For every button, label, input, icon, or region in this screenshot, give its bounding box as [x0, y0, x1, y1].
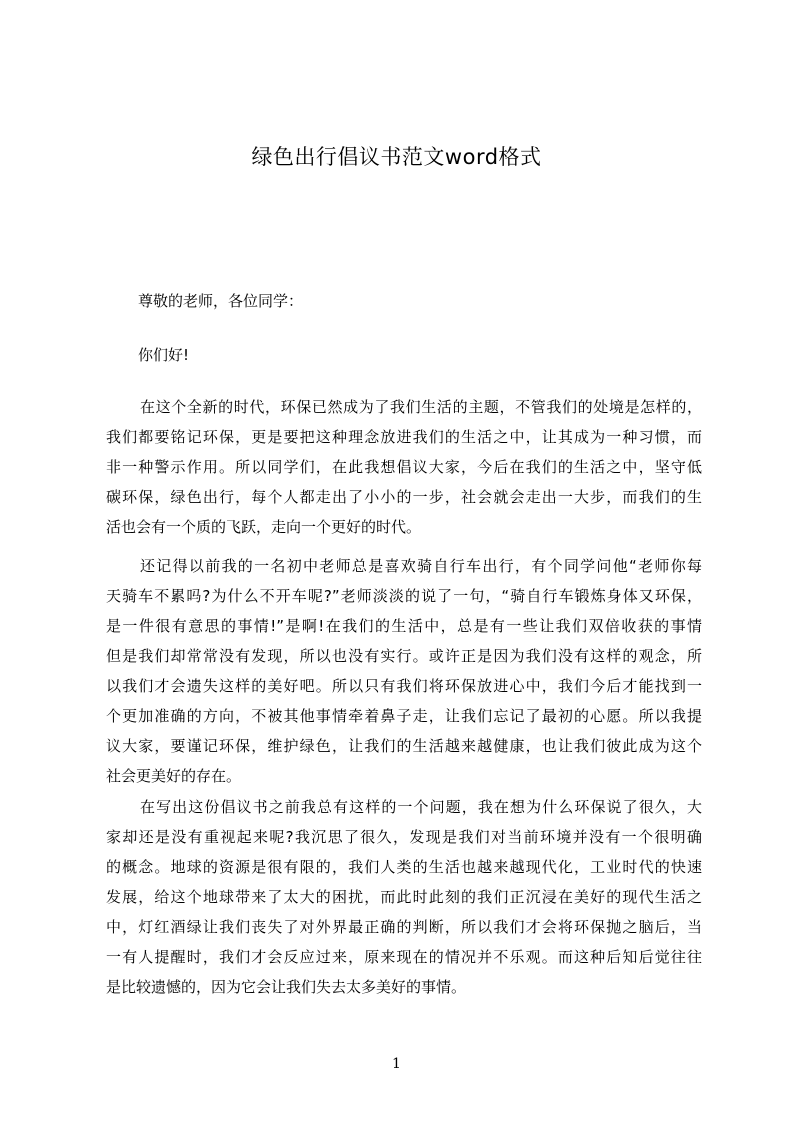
- paragraph-line: 碳环保，绿色出行，每个人都走出了小小的一步，社会就会走出一大步，而我们的生: [106, 488, 702, 506]
- paragraph-line: 以我们才会遗失这样的美好吧。所以只有我们将环保放进心中，我们今后才能找到一: [106, 677, 702, 695]
- greeting: 你们好!: [138, 346, 190, 364]
- page-number: 1: [392, 1056, 401, 1072]
- paragraph-line: 个更加准确的方向，不被其他事情牵着鼻子走，让我们忘记了最初的心愿。所以我提: [106, 707, 702, 725]
- document-title: 绿色出行倡议书范文word格式: [251, 145, 542, 169]
- paragraph-line: 我们都要铭记环保，更是要把这种理念放进我们的生活之中，让其成为一种习惯，而: [106, 428, 702, 446]
- paragraph-line: 是比较遗憾的，因为它会让我们失去太多美好的事情。: [106, 978, 467, 996]
- paragraph-line: 是一件很有意思的事情!”是啊!在我们的生活中，总是有一些让我们双倍收获的事情: [106, 617, 702, 635]
- paragraph-line: 一有人提醒时，我们才会反应过来，原来现在的情况并不乐观。而这种后知后觉往往: [106, 948, 702, 966]
- paragraph-line: 天骑车不累吗?为什么不开车呢?”老师淡淡的说了一句，“骑自行车锻炼身体又环保，: [106, 587, 702, 605]
- paragraph-line: 社会更美好的存在。: [106, 767, 242, 785]
- paragraph-line: 发展，给这个地球带来了太大的困扰，而此时此刻的我们正沉浸在美好的现代生活之: [106, 888, 702, 906]
- paragraph-1: [106, 392, 702, 542]
- paragraph-line: 非一种警示作用。所以同学们，在此我想倡议大家，今后在我们的生活之中，坚守低: [106, 458, 702, 476]
- paragraph-line: 的概念。地球的资源是很有限的，我们人类的生活也越来越现代化，工业时代的快速: [106, 858, 702, 876]
- paragraph-line: 在写出这份倡议书之前我总有这样的一个问题，我在想为什么环保说了很久，大: [140, 798, 702, 816]
- paragraph-3: [106, 792, 702, 1002]
- paragraph-line: 议大家，要谨记环保，维护绿色，让我们的生活越来越健康，也让我们彼此成为这个: [106, 737, 702, 755]
- salutation: 尊敬的老师，各位同学：: [138, 292, 304, 310]
- paragraph-line: 在这个全新的时代，环保已然成为了我们生活的主题，不管我们的处境是怎样的，: [140, 398, 702, 416]
- paragraph-line: 家却还是没有重视起来呢?我沉思了很久，发现是我们对当前环境并没有一个很明确: [106, 828, 702, 846]
- paragraph-line: 活也会有一个质的飞跃，走向一个更好的时代。: [106, 518, 422, 536]
- paragraph-2: [106, 551, 702, 791]
- paragraph-line: 中，灯红酒绿让我们丧失了对外界最正确的判断，所以我们才会将环保抛之脑后，当: [106, 918, 702, 936]
- paragraph-line: 但是我们却常常没有发现，所以也没有实行。或许正是因为我们没有这样的观念，所: [106, 647, 702, 665]
- paragraph-line: 还记得以前我的一名初中老师总是喜欢骑自行车出行，有个同学问他“老师你每: [140, 557, 702, 575]
